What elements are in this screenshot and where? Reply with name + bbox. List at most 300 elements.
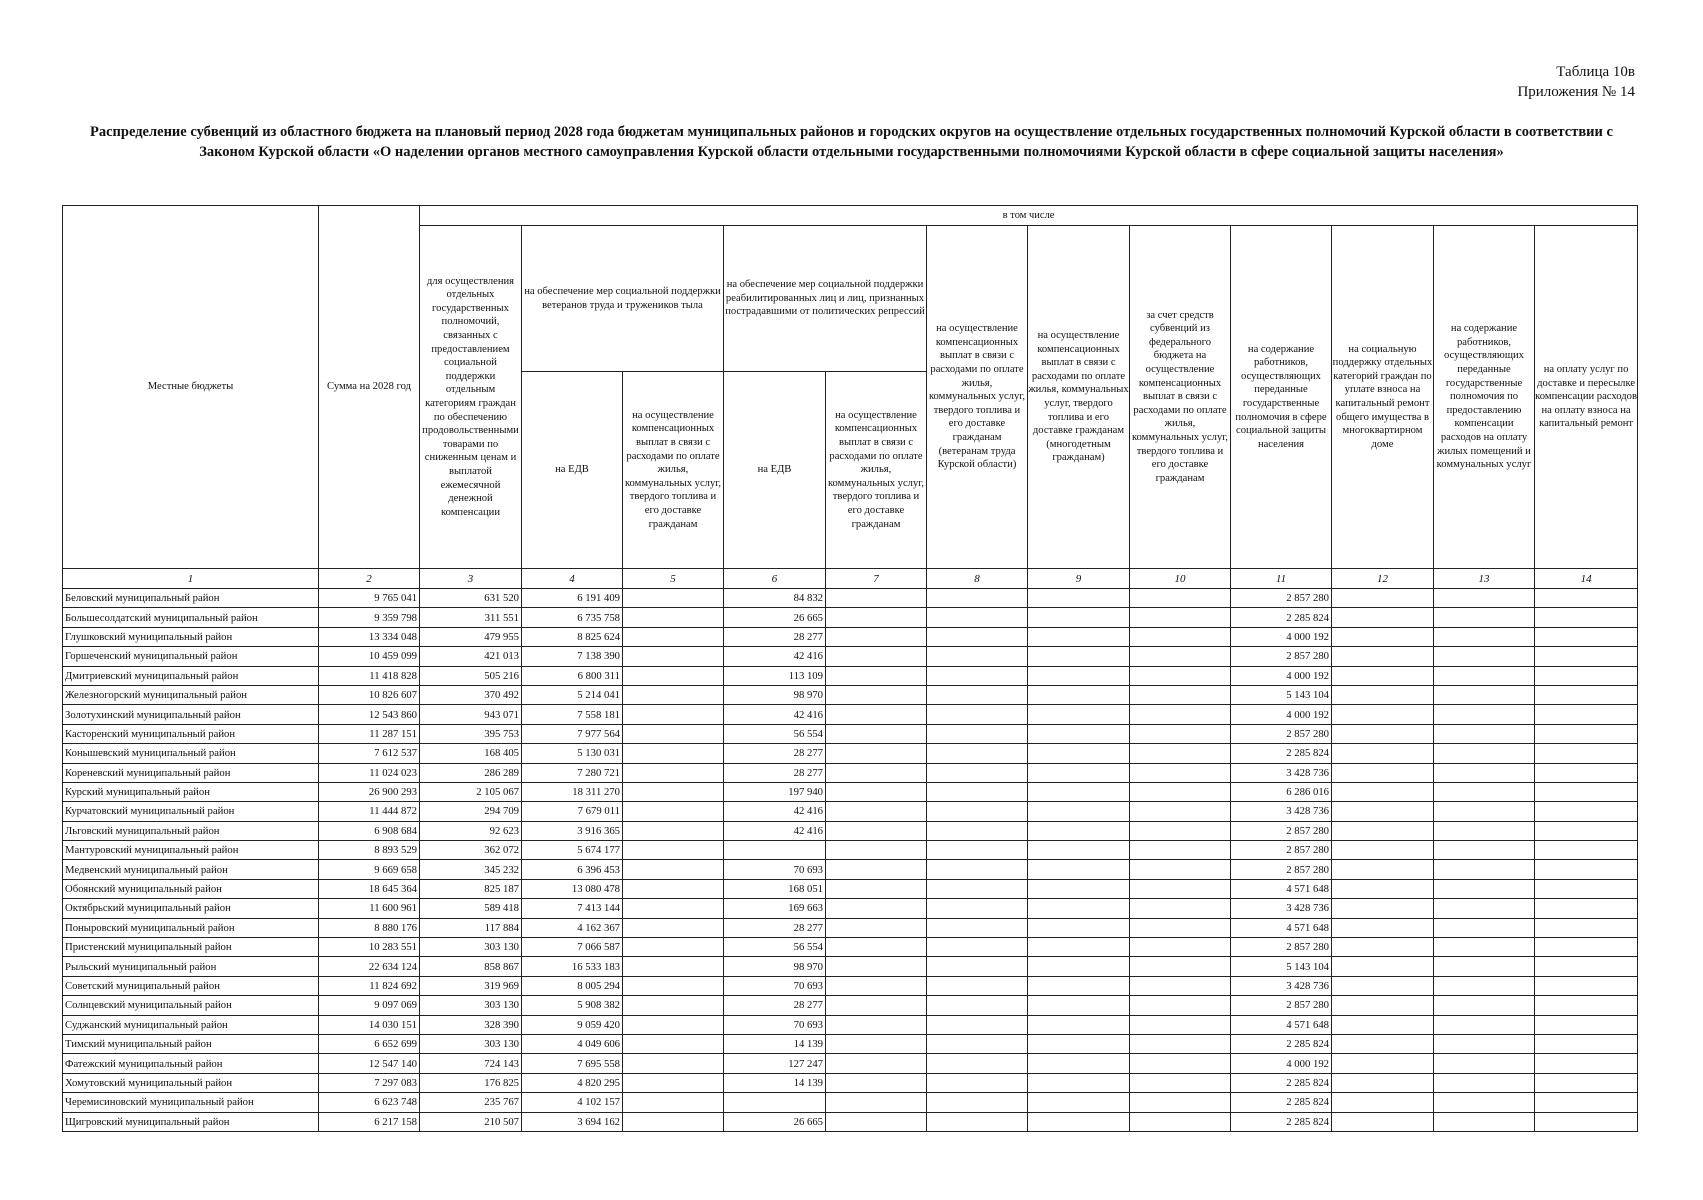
amount-cell bbox=[1535, 744, 1638, 763]
amount-cell bbox=[1332, 879, 1434, 898]
municipality-name: Суджанский муниципальный район bbox=[63, 1015, 319, 1034]
amount-cell: 26 900 293 bbox=[319, 782, 420, 801]
amount-cell bbox=[1028, 763, 1130, 782]
amount-cell bbox=[927, 996, 1028, 1015]
amount-cell: 28 277 bbox=[724, 627, 826, 646]
amount-cell bbox=[927, 1093, 1028, 1112]
amount-cell bbox=[1434, 724, 1535, 743]
amount-cell: 84 832 bbox=[724, 589, 826, 608]
amount-cell bbox=[1535, 821, 1638, 840]
amount-cell: 22 634 124 bbox=[319, 957, 420, 976]
amount-cell bbox=[1535, 647, 1638, 666]
amount-cell bbox=[1028, 1054, 1130, 1073]
amount-cell bbox=[1332, 782, 1434, 801]
appendix-number: Приложения № 14 bbox=[1517, 84, 1635, 100]
amount-cell: 5 214 041 bbox=[522, 685, 623, 704]
amount-cell: 5 143 104 bbox=[1231, 685, 1332, 704]
amount-cell bbox=[826, 957, 927, 976]
amount-cell: 2 857 280 bbox=[1231, 860, 1332, 879]
amount-cell: 724 143 bbox=[420, 1054, 522, 1073]
amount-cell bbox=[826, 841, 927, 860]
header-col-11: на содержание работников, осуществляющих переданные государственные полномочия в сфере социальной защиты населения bbox=[1231, 226, 1332, 569]
amount-cell bbox=[1028, 685, 1130, 704]
header-sum-2028: Сумма на 2028 год bbox=[319, 206, 420, 569]
amount-cell bbox=[826, 685, 927, 704]
amount-cell: 8 880 176 bbox=[319, 918, 420, 937]
amount-cell bbox=[1332, 1054, 1434, 1073]
amount-cell: 6 735 758 bbox=[522, 608, 623, 627]
amount-cell bbox=[1332, 996, 1434, 1015]
amount-cell bbox=[927, 879, 1028, 898]
amount-cell bbox=[623, 1073, 724, 1092]
header-col-13: на содержание работников, осуществляющих переданные государственные полномочия по предоставлению компенсации расходов на оплату жилых помещений и коммунальных услуг bbox=[1434, 226, 1535, 569]
municipality-name: Щигровский муниципальный район bbox=[63, 1112, 319, 1131]
amount-cell: 3 428 736 bbox=[1231, 763, 1332, 782]
amount-cell: 303 130 bbox=[420, 938, 522, 957]
amount-cell: 4 000 192 bbox=[1231, 705, 1332, 724]
amount-cell: 235 767 bbox=[420, 1093, 522, 1112]
amount-cell: 127 247 bbox=[724, 1054, 826, 1073]
amount-cell bbox=[1332, 647, 1434, 666]
amount-cell bbox=[1332, 627, 1434, 646]
amount-cell bbox=[826, 763, 927, 782]
amount-cell: 5 143 104 bbox=[1231, 957, 1332, 976]
amount-cell: 168 405 bbox=[420, 744, 522, 763]
amount-cell bbox=[1130, 1093, 1231, 1112]
amount-cell bbox=[1332, 1034, 1434, 1053]
amount-cell bbox=[1332, 724, 1434, 743]
amount-cell: 286 289 bbox=[420, 763, 522, 782]
amount-cell bbox=[1130, 627, 1231, 646]
amount-cell: 28 277 bbox=[724, 996, 826, 1015]
amount-cell bbox=[1332, 841, 1434, 860]
amount-cell bbox=[623, 879, 724, 898]
column-number-row bbox=[63, 569, 1638, 589]
amount-cell: 11 287 151 bbox=[319, 724, 420, 743]
amount-cell bbox=[1434, 685, 1535, 704]
amount-cell bbox=[1535, 996, 1638, 1015]
amount-cell bbox=[1332, 976, 1434, 995]
amount-cell: 2 857 280 bbox=[1231, 589, 1332, 608]
amount-cell bbox=[623, 1112, 724, 1131]
amount-cell bbox=[1130, 1112, 1231, 1131]
amount-cell bbox=[1130, 744, 1231, 763]
amount-cell bbox=[623, 802, 724, 821]
amount-cell bbox=[1535, 763, 1638, 782]
amount-cell bbox=[826, 996, 927, 1015]
amount-cell bbox=[826, 744, 927, 763]
amount-cell bbox=[826, 802, 927, 821]
municipality-name: Конышевский муниципальный район bbox=[63, 744, 319, 763]
amount-cell bbox=[1332, 763, 1434, 782]
municipality-name: Курский муниципальный район bbox=[63, 782, 319, 801]
table-row bbox=[63, 724, 1638, 743]
amount-cell: 5 674 177 bbox=[522, 841, 623, 860]
amount-cell: 14 139 bbox=[724, 1073, 826, 1092]
amount-cell bbox=[1028, 647, 1130, 666]
amount-cell bbox=[1028, 918, 1130, 937]
amount-cell: 319 969 bbox=[420, 976, 522, 995]
amount-cell: 2 857 280 bbox=[1231, 938, 1332, 957]
amount-cell bbox=[1535, 1073, 1638, 1092]
amount-cell: 10 826 607 bbox=[319, 685, 420, 704]
table-row bbox=[63, 627, 1638, 646]
amount-cell: 11 418 828 bbox=[319, 666, 420, 685]
table-row bbox=[63, 1054, 1638, 1073]
amount-cell bbox=[1130, 782, 1231, 801]
municipality-name: Октябрьский муниципальный район bbox=[63, 899, 319, 918]
amount-cell: 70 693 bbox=[724, 976, 826, 995]
amount-cell: 5 908 382 bbox=[522, 996, 623, 1015]
amount-cell bbox=[1434, 899, 1535, 918]
amount-cell: 117 884 bbox=[420, 918, 522, 937]
municipality-name: Большесолдатский муниципальный район bbox=[63, 608, 319, 627]
municipality-name: Глушковский муниципальный район bbox=[63, 627, 319, 646]
subvention-table bbox=[62, 205, 1638, 1132]
amount-cell bbox=[1434, 1073, 1535, 1092]
amount-cell bbox=[724, 841, 826, 860]
amount-cell: 98 970 bbox=[724, 685, 826, 704]
table-row bbox=[63, 647, 1638, 666]
amount-cell bbox=[826, 782, 927, 801]
amount-cell bbox=[1332, 802, 1434, 821]
amount-cell bbox=[927, 802, 1028, 821]
amount-cell bbox=[623, 899, 724, 918]
amount-cell bbox=[1028, 627, 1130, 646]
municipality-name: Обоянский муниципальный район bbox=[63, 879, 319, 898]
amount-cell bbox=[826, 860, 927, 879]
amount-cell: 7 280 721 bbox=[522, 763, 623, 782]
amount-cell: 16 533 183 bbox=[522, 957, 623, 976]
amount-cell bbox=[1028, 899, 1130, 918]
column-number: 13 bbox=[1434, 569, 1535, 589]
table-row bbox=[63, 918, 1638, 937]
amount-cell bbox=[1028, 938, 1130, 957]
amount-cell: 28 277 bbox=[724, 744, 826, 763]
amount-cell: 2 857 280 bbox=[1231, 996, 1332, 1015]
amount-cell: 303 130 bbox=[420, 1034, 522, 1053]
amount-cell: 4 571 648 bbox=[1231, 1015, 1332, 1034]
amount-cell bbox=[826, 879, 927, 898]
amount-cell: 589 418 bbox=[420, 899, 522, 918]
amount-cell: 176 825 bbox=[420, 1073, 522, 1092]
amount-cell: 311 551 bbox=[420, 608, 522, 627]
amount-cell bbox=[623, 744, 724, 763]
amount-cell: 4 102 157 bbox=[522, 1093, 623, 1112]
amount-cell bbox=[623, 821, 724, 840]
amount-cell: 395 753 bbox=[420, 724, 522, 743]
amount-cell: 9 097 069 bbox=[319, 996, 420, 1015]
amount-cell: 7 138 390 bbox=[522, 647, 623, 666]
amount-cell bbox=[927, 1054, 1028, 1073]
amount-cell bbox=[927, 763, 1028, 782]
table-row bbox=[63, 685, 1638, 704]
amount-cell bbox=[623, 647, 724, 666]
amount-cell: 11 444 872 bbox=[319, 802, 420, 821]
amount-cell bbox=[826, 899, 927, 918]
amount-cell bbox=[1535, 976, 1638, 995]
municipality-name: Солнцевский муниципальный район bbox=[63, 996, 319, 1015]
amount-cell bbox=[623, 589, 724, 608]
amount-cell bbox=[623, 685, 724, 704]
amount-cell bbox=[623, 705, 724, 724]
amount-cell: 2 857 280 bbox=[1231, 841, 1332, 860]
amount-cell: 2 857 280 bbox=[1231, 821, 1332, 840]
amount-cell bbox=[1130, 918, 1231, 937]
amount-cell: 42 416 bbox=[724, 821, 826, 840]
amount-cell bbox=[1535, 1112, 1638, 1131]
table-row bbox=[63, 821, 1638, 840]
amount-cell bbox=[927, 1112, 1028, 1131]
amount-cell: 3 428 736 bbox=[1231, 899, 1332, 918]
amount-cell: 6 396 453 bbox=[522, 860, 623, 879]
amount-cell: 3 428 736 bbox=[1231, 976, 1332, 995]
amount-cell bbox=[1332, 899, 1434, 918]
amount-cell: 2 857 280 bbox=[1231, 724, 1332, 743]
amount-cell bbox=[1028, 879, 1130, 898]
amount-cell bbox=[826, 666, 927, 685]
amount-cell bbox=[1535, 957, 1638, 976]
amount-cell bbox=[927, 899, 1028, 918]
amount-cell: 825 187 bbox=[420, 879, 522, 898]
table-row bbox=[63, 957, 1638, 976]
amount-cell: 113 109 bbox=[724, 666, 826, 685]
amount-cell: 6 623 748 bbox=[319, 1093, 420, 1112]
amount-cell bbox=[1434, 608, 1535, 627]
amount-cell bbox=[1028, 1112, 1130, 1131]
amount-cell bbox=[1535, 685, 1638, 704]
municipality-name: Поныровский муниципальный район bbox=[63, 918, 319, 937]
amount-cell: 168 051 bbox=[724, 879, 826, 898]
amount-cell bbox=[1028, 821, 1130, 840]
amount-cell bbox=[1434, 996, 1535, 1015]
header-col-6: на ЕДВ bbox=[724, 372, 826, 569]
municipality-name: Медвенский муниципальный район bbox=[63, 860, 319, 879]
table-row bbox=[63, 996, 1638, 1015]
amount-cell bbox=[1332, 860, 1434, 879]
amount-cell: 362 072 bbox=[420, 841, 522, 860]
amount-cell bbox=[826, 705, 927, 724]
municipality-name: Фатежский муниципальный район bbox=[63, 1054, 319, 1073]
amount-cell bbox=[1028, 1034, 1130, 1053]
amount-cell bbox=[927, 608, 1028, 627]
amount-cell bbox=[1028, 608, 1130, 627]
column-number: 4 bbox=[522, 569, 623, 589]
amount-cell bbox=[927, 647, 1028, 666]
amount-cell bbox=[1028, 744, 1130, 763]
amount-cell: 14 139 bbox=[724, 1034, 826, 1053]
amount-cell bbox=[623, 763, 724, 782]
amount-cell: 8 893 529 bbox=[319, 841, 420, 860]
municipality-name: Тимский муниципальный район bbox=[63, 1034, 319, 1053]
amount-cell: 6 191 409 bbox=[522, 589, 623, 608]
amount-cell bbox=[1130, 647, 1231, 666]
amount-cell: 6 217 158 bbox=[319, 1112, 420, 1131]
table-row bbox=[63, 705, 1638, 724]
amount-cell bbox=[1130, 938, 1231, 957]
header-local-budgets: Местные бюджеты bbox=[63, 206, 319, 569]
amount-cell bbox=[927, 841, 1028, 860]
amount-cell bbox=[1130, 589, 1231, 608]
amount-cell: 6 286 016 bbox=[1231, 782, 1332, 801]
amount-cell: 2 285 824 bbox=[1231, 1073, 1332, 1092]
amount-cell bbox=[1332, 705, 1434, 724]
amount-cell bbox=[1434, 647, 1535, 666]
amount-cell bbox=[1434, 938, 1535, 957]
amount-cell bbox=[1130, 705, 1231, 724]
amount-cell bbox=[1130, 802, 1231, 821]
amount-cell: 7 612 537 bbox=[319, 744, 420, 763]
amount-cell bbox=[1332, 821, 1434, 840]
amount-cell: 4 000 192 bbox=[1231, 666, 1332, 685]
amount-cell: 9 359 798 bbox=[319, 608, 420, 627]
amount-cell bbox=[623, 976, 724, 995]
amount-cell bbox=[826, 608, 927, 627]
municipality-name: Пристенский муниципальный район bbox=[63, 938, 319, 957]
header-col-14: на оплату услуг по доставке и пересылке компенсации расходов на оплату взноса на капитальный ремонт bbox=[1535, 226, 1638, 569]
amount-cell bbox=[724, 1093, 826, 1112]
amount-cell bbox=[1028, 666, 1130, 685]
amount-cell bbox=[1434, 627, 1535, 646]
amount-cell bbox=[1130, 879, 1231, 898]
municipality-name: Горшеченский муниципальный район bbox=[63, 647, 319, 666]
amount-cell: 3 428 736 bbox=[1231, 802, 1332, 821]
amount-cell: 2 285 824 bbox=[1231, 744, 1332, 763]
amount-cell bbox=[927, 724, 1028, 743]
column-number: 9 bbox=[1028, 569, 1130, 589]
amount-cell bbox=[826, 589, 927, 608]
amount-cell bbox=[927, 627, 1028, 646]
amount-cell bbox=[1434, 1054, 1535, 1073]
amount-cell bbox=[623, 666, 724, 685]
amount-cell bbox=[1130, 899, 1231, 918]
table-row bbox=[63, 938, 1638, 957]
table-row bbox=[63, 608, 1638, 627]
amount-cell: 9 059 420 bbox=[522, 1015, 623, 1034]
amount-cell: 2 285 824 bbox=[1231, 1112, 1332, 1131]
amount-cell bbox=[623, 841, 724, 860]
amount-cell: 5 130 031 bbox=[522, 744, 623, 763]
amount-cell: 26 665 bbox=[724, 608, 826, 627]
amount-cell bbox=[1535, 705, 1638, 724]
municipality-name: Льговский муниципальный район bbox=[63, 821, 319, 840]
amount-cell: 2 857 280 bbox=[1231, 647, 1332, 666]
amount-cell: 26 665 bbox=[724, 1112, 826, 1131]
amount-cell bbox=[1130, 841, 1231, 860]
column-number: 2 bbox=[319, 569, 420, 589]
table-row bbox=[63, 1034, 1638, 1053]
header-col-8: на осуществление компенсационных выплат в связи с расходами по оплате жилья, коммунальных услуг, твердого топлива и его доставке гражданам (ветеранам труда Курской области) bbox=[927, 226, 1028, 569]
amount-cell: 345 232 bbox=[420, 860, 522, 879]
table-row bbox=[63, 1073, 1638, 1092]
municipality-name: Касторенский муниципальный район bbox=[63, 724, 319, 743]
amount-cell bbox=[1028, 802, 1130, 821]
amount-cell bbox=[1028, 1073, 1130, 1092]
amount-cell bbox=[1434, 744, 1535, 763]
amount-cell bbox=[1434, 841, 1535, 860]
amount-cell: 56 554 bbox=[724, 724, 826, 743]
amount-cell bbox=[1332, 744, 1434, 763]
table-row bbox=[63, 899, 1638, 918]
amount-cell bbox=[1130, 763, 1231, 782]
header-col-12: на социальную поддержку отдельных категорий граждан по уплате взноса на капитальный ремонт общего имущества в многоквартирном доме bbox=[1332, 226, 1434, 569]
amount-cell bbox=[1434, 957, 1535, 976]
column-number: 7 bbox=[826, 569, 927, 589]
amount-cell bbox=[1535, 1054, 1638, 1073]
amount-cell: 11 024 023 bbox=[319, 763, 420, 782]
table-row bbox=[63, 1015, 1638, 1034]
column-number: 11 bbox=[1231, 569, 1332, 589]
amount-cell bbox=[1028, 589, 1130, 608]
amount-cell bbox=[1130, 957, 1231, 976]
amount-cell bbox=[1130, 860, 1231, 879]
column-number: 12 bbox=[1332, 569, 1434, 589]
amount-cell: 3 694 162 bbox=[522, 1112, 623, 1131]
amount-cell: 7 558 181 bbox=[522, 705, 623, 724]
amount-cell bbox=[1130, 724, 1231, 743]
amount-cell: 42 416 bbox=[724, 647, 826, 666]
amount-cell bbox=[1434, 821, 1535, 840]
amount-cell: 631 520 bbox=[420, 589, 522, 608]
amount-cell: 42 416 bbox=[724, 705, 826, 724]
amount-cell: 9 765 041 bbox=[319, 589, 420, 608]
column-number: 5 bbox=[623, 569, 724, 589]
amount-cell bbox=[927, 782, 1028, 801]
table-row bbox=[63, 782, 1638, 801]
municipality-name: Золотухинский муниципальный район bbox=[63, 705, 319, 724]
amount-cell: 7 297 083 bbox=[319, 1073, 420, 1092]
table-row bbox=[63, 763, 1638, 782]
amount-cell: 328 390 bbox=[420, 1015, 522, 1034]
amount-cell bbox=[1028, 976, 1130, 995]
amount-cell: 7 679 011 bbox=[522, 802, 623, 821]
amount-cell: 2 285 824 bbox=[1231, 608, 1332, 627]
amount-cell bbox=[1028, 782, 1130, 801]
amount-cell bbox=[826, 976, 927, 995]
table-row bbox=[63, 589, 1638, 608]
amount-cell: 28 277 bbox=[724, 763, 826, 782]
amount-cell bbox=[1535, 1093, 1638, 1112]
amount-cell: 7 066 587 bbox=[522, 938, 623, 957]
amount-cell: 7 977 564 bbox=[522, 724, 623, 743]
amount-cell: 70 693 bbox=[724, 860, 826, 879]
amount-cell bbox=[927, 918, 1028, 937]
amount-cell bbox=[623, 627, 724, 646]
amount-cell bbox=[1332, 1073, 1434, 1092]
amount-cell bbox=[927, 821, 1028, 840]
amount-cell bbox=[1434, 802, 1535, 821]
amount-cell bbox=[1434, 763, 1535, 782]
amount-cell bbox=[1028, 1093, 1130, 1112]
column-number: 6 bbox=[724, 569, 826, 589]
amount-cell: 11 600 961 bbox=[319, 899, 420, 918]
amount-cell bbox=[826, 1015, 927, 1034]
amount-cell bbox=[1028, 1015, 1130, 1034]
amount-cell: 28 277 bbox=[724, 918, 826, 937]
amount-cell bbox=[1332, 918, 1434, 937]
amount-cell bbox=[1130, 1015, 1231, 1034]
amount-cell: 4 000 192 bbox=[1231, 1054, 1332, 1073]
amount-cell bbox=[1130, 608, 1231, 627]
amount-cell: 12 547 140 bbox=[319, 1054, 420, 1073]
amount-cell bbox=[1535, 841, 1638, 860]
table-row bbox=[63, 666, 1638, 685]
amount-cell: 12 543 860 bbox=[319, 705, 420, 724]
column-number: 10 bbox=[1130, 569, 1231, 589]
column-number: 1 bbox=[63, 569, 319, 589]
municipality-name: Железногорский муниципальный район bbox=[63, 685, 319, 704]
amount-cell bbox=[623, 957, 724, 976]
